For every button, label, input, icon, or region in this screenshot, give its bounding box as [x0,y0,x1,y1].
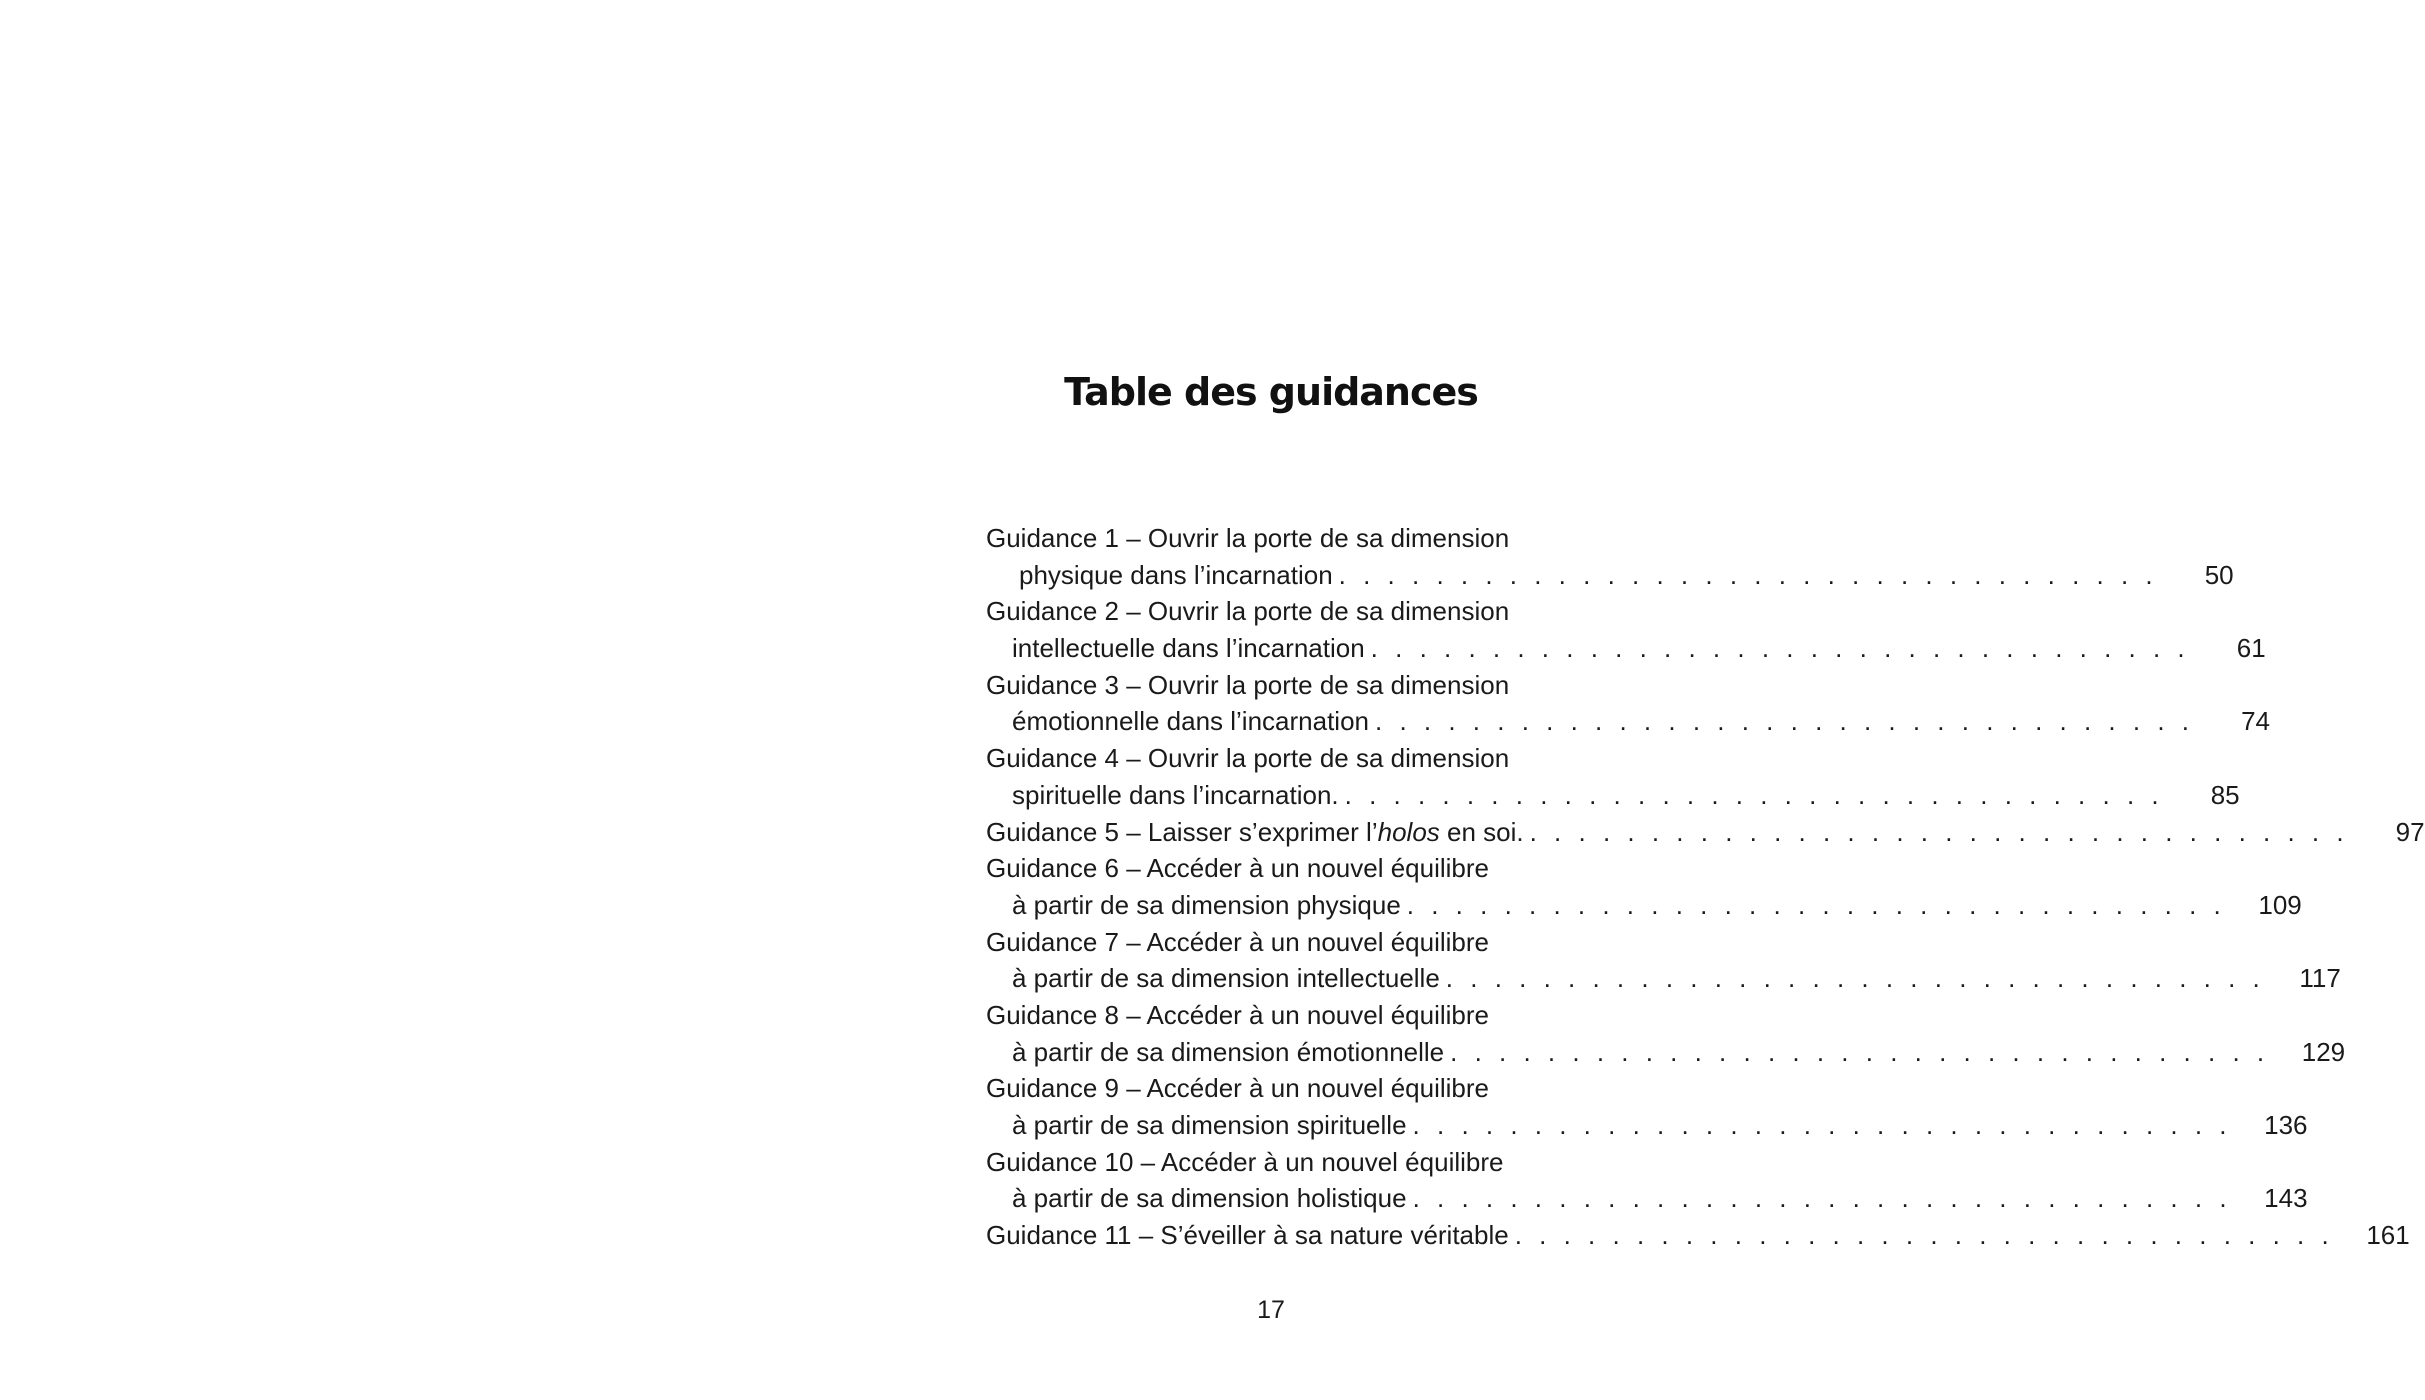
toc-entry-11: Guidance 11 – S’éveiller à sa nature véritable . . . . . . . . . . . . . . . . . . . . . . . . . . . . . . . . . . 161 [986,1217,1626,1254]
leader-dots: . . . . . . . . . . . . . . . . . . . . . . . . . . . . . . . . . . [1375,706,2194,737]
leader-dots: . . . . . . . . . . . . . . . . . . . . . . . . . . . . . . . . . . [1370,633,2190,664]
toc-entry-6-line-2: à partir de sa dimension physique . . . . . . . . . . . . . . . . . . . . . . . . . . . . . . . . . . 109 [986,887,1626,924]
page-number: 85 [2210,779,2240,810]
toc-entry-8-line-2: à partir de sa dimension émotionnelle . . . . . . . . . . . . . . . . . . . . . . . . . . . . . . . . . . 129 [986,1034,1626,1071]
toc-entry-8-line-1: Guidance 8 – Accéder à un nouvel équilibre [986,999,1490,1030]
toc-entry-4-line-1: Guidance 4 – Ouvrir la porte de sa dimension [986,743,1510,774]
toc-entry-5: Guidance 5 – Laisser s’exprimer l’holos en soi. . . . . . . . . . . . . . . . . . . . . . . . . . . . . . . . . . . 97 [986,814,1626,851]
leader-dots: . . . . . . . . . . . . . . . . . . . . . . . . . . . . . . . . . . [1445,963,2265,994]
toc-entry-7-line-1: Guidance 7 – Accéder à un nouvel équilibre [986,926,1490,957]
leader-dots: . . . . . . . . . . . . . . . . . . . . . . . . . . . . . . . . . . [1514,1220,2334,1251]
leader-dots: . . . . . . . . . . . . . . . . . . . . . . . . . . . . . . . . . . [1412,1183,2232,1214]
leader-dots: . . . . . . . . . . . . . . . . . . . . . . . . . . . . . . . . . . [1344,779,2164,810]
leader-dots: . . . . . . . . . . . . . . . . . . . . . . . . . . . . . . . . . . [1450,1036,2270,1067]
leader-dots: . . . . . . . . . . . . . . . . . . . . . . . . . . . . . . . . . . [1338,559,2158,590]
toc-entry-2-line-2: intellectuelle dans l’incarnation . . . . . . . . . . . . . . . . . . . . . . . . . . . . . . . . . . 61 [986,630,1626,667]
page-folio: 17 [1257,1296,1285,1324]
toc-entry-10-line-2: à partir de sa dimension holistique . . . . . . . . . . . . . . . . . . . . . . . . . . . . . . . . . . 143 [986,1180,1626,1217]
toc-entry-7-line-2: à partir de sa dimension intellectuelle . . . . . . . . . . . . . . . . . . . . . . . . . . . . . . . . . . 117 [986,960,1626,997]
toc-entry-4-line-2: spirituelle dans l’incarnation. . . . . . . . . . . . . . . . . . . . . . . . . . . . . . . . . . . 85 [986,777,1626,814]
page-number: 117 [2299,963,2341,994]
toc-entry-3-line-2: émotionnelle dans l’incarnation . . . . . . . . . . . . . . . . . . . . . . . . . . . . . . . . . . 74 [986,703,1626,740]
right-page [879,0,2425,1400]
toc-entry-9-line-1: Guidance 9 – Accéder à un nouvel équilibre [986,1073,1490,1104]
page-number: 97 [2395,816,2425,847]
toc-entry-1-line-1: Guidance 1 – Ouvrir la porte de sa dimension [986,523,1510,553]
page-number: 74 [2241,706,2270,737]
page-number: 143 [2264,1183,2308,1214]
toc-entry-6-line-1: Guidance 6 – Accéder à un nouvel équilibre [986,853,1490,884]
toc-entry-10-line-1: Guidance 10 – Accéder à un nouvel équilibre [986,1146,1504,1177]
leader-dots: . . . . . . . . . . . . . . . . . . . . . . . . . . . . . . . . . . [1529,816,2349,847]
left-page-blank [0,0,879,1400]
toc-entry-9-line-2: à partir de sa dimension spirituelle . . . . . . . . . . . . . . . . . . . . . . . . . . . . . . . . . . 136 [986,1107,1626,1144]
toc-entry-3-line-1: Guidance 3 – Ouvrir la porte de sa dimension [986,669,1510,700]
leader-dots: . . . . . . . . . . . . . . . . . . . . . . . . . . . . . . . . . . [1406,889,2226,920]
page-number: 109 [2258,889,2302,920]
page-number: 61 [2236,633,2266,664]
toc-entry-1-line-2: physique dans l’incarnation . . . . . . . . . . . . . . . . . . . . . . . . . . . . . . . . . . 50 [986,557,1626,594]
page-number: 50 [2204,559,2234,590]
page-number: 161 [2366,1220,2410,1251]
page-number: 136 [2264,1110,2308,1140]
toc-entry-2-line-1: Guidance 2 – Ouvrir la porte de sa dimension [986,596,1510,627]
leader-dots: . . . . . . . . . . . . . . . . . . . . . . . . . . . . . . . . . . [1412,1110,2232,1140]
page-number: 129 [2301,1036,2346,1067]
table-of-contents [986,520,2425,1254]
page-title: Table des guidances [1064,370,1478,414]
